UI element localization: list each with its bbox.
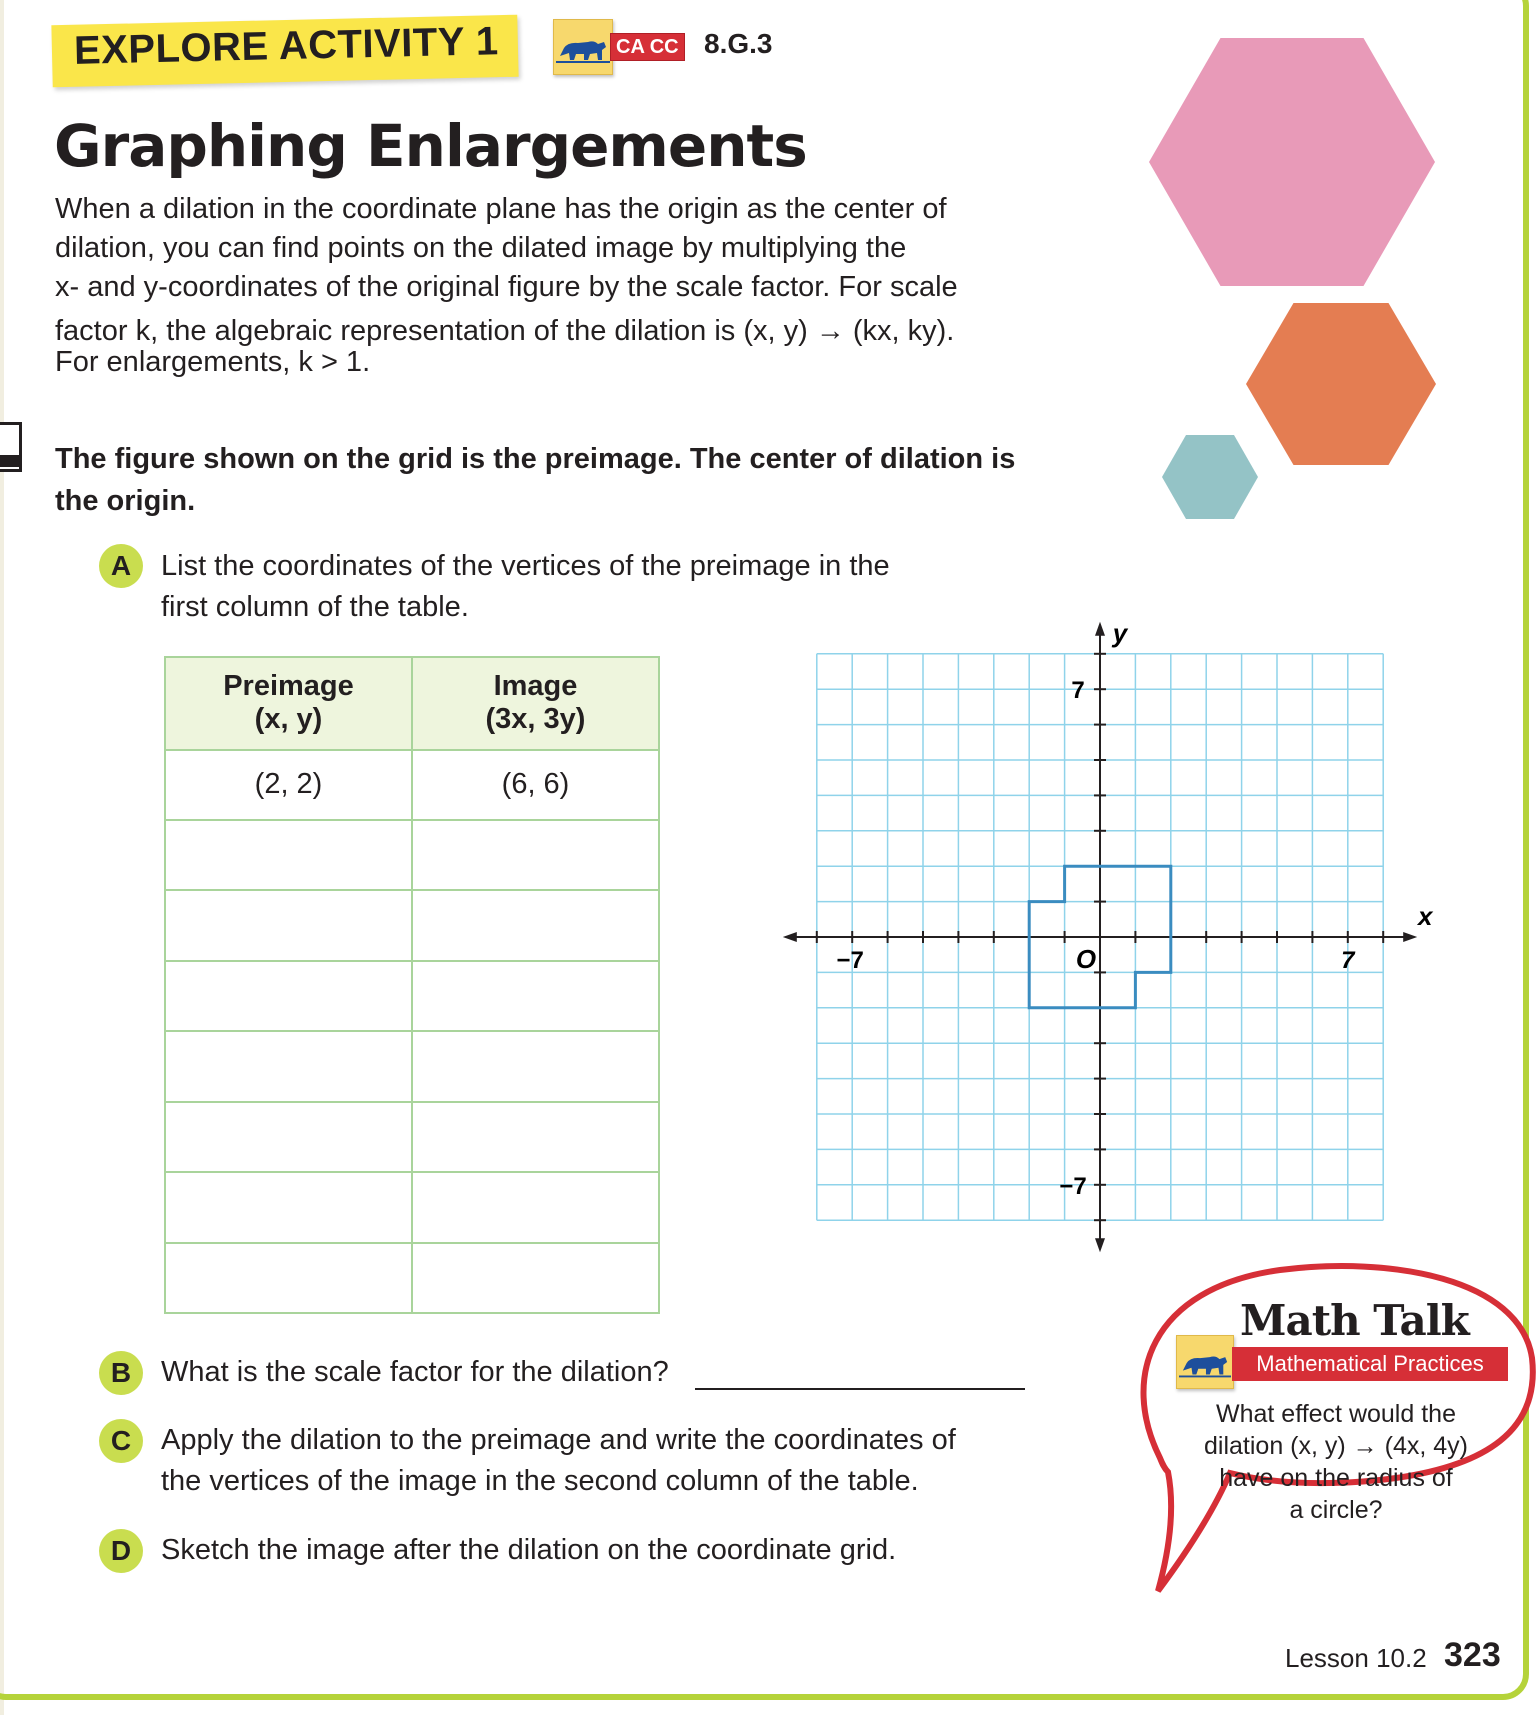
y-tick-label: 7 bbox=[1071, 677, 1085, 705]
y-axis-arrow-icon bbox=[1095, 622, 1105, 636]
header-text: (x, y) bbox=[254, 703, 323, 736]
step-c-line: Apply the dilation to the preimage and write the coordinates of bbox=[161, 1424, 956, 1456]
step-c-marker: C bbox=[99, 1419, 143, 1463]
y-tick-label: −7 bbox=[1059, 1172, 1087, 1200]
question-line: have on the radius of bbox=[1219, 1464, 1453, 1492]
lesson-label: Lesson 10.2 bbox=[1285, 1643, 1427, 1673]
question-line: dilation (x, y) → (4x, 4y) bbox=[1204, 1432, 1468, 1460]
step-a-line: List the coordinates of the vertices of the preimage in the bbox=[161, 550, 890, 582]
step-d-text: Sketch the image after the dilation on the coordinate grid. bbox=[161, 1534, 897, 1566]
image-cell[interactable]: (6, 6) bbox=[412, 750, 659, 820]
activity-prompt: The figure shown on the grid is the preimage. The center of dilation is the origin. bbox=[55, 443, 1016, 517]
bear-icon bbox=[1176, 1335, 1234, 1389]
scale-factor-answer-line[interactable] bbox=[695, 1388, 1025, 1390]
intro-line: factor k, the algebraic representation of the dilation is (x, y) → (kx, ky). bbox=[55, 315, 955, 347]
step-b-text: What is the scale factor for the dilation? bbox=[161, 1356, 669, 1388]
x-tick-label: −7 bbox=[836, 947, 864, 974]
header-text: Image bbox=[493, 670, 578, 703]
y-axis-label: y bbox=[1112, 617, 1128, 648]
question-line: a circle? bbox=[1289, 1496, 1383, 1524]
x-axis-arrow-icon bbox=[783, 932, 797, 942]
math-talk-title: Math Talk bbox=[1240, 1296, 1469, 1345]
intro-line: For enlargements, k > 1. bbox=[55, 346, 371, 378]
standard-badge: CA CC bbox=[610, 33, 685, 61]
header-text: Preimage bbox=[223, 670, 354, 703]
step-a-line: first column of the table. bbox=[161, 591, 469, 623]
x-axis-label: x bbox=[1417, 901, 1433, 931]
step-c-line: the vertices of the image in the second column of the table. bbox=[161, 1465, 919, 1497]
step-a-marker: A bbox=[99, 544, 143, 588]
x-axis-arrow-icon bbox=[1403, 932, 1417, 942]
intro-line: dilation, you can find points on the dilated image by multiplying the bbox=[55, 232, 907, 264]
y-axis-arrow-icon bbox=[1095, 1238, 1105, 1252]
x-tick-label: 7 bbox=[1341, 947, 1355, 974]
intro-line: x- and y-coordinates of the original figure by the scale factor. For scale bbox=[55, 271, 958, 303]
math-talk-subtitle: Mathematical Practices bbox=[1232, 1347, 1508, 1381]
page-title: Graphing Enlargements bbox=[54, 112, 807, 180]
step-d-marker: D bbox=[99, 1529, 143, 1573]
step-b-marker: B bbox=[99, 1351, 143, 1395]
intro-line: When a dilation in the coordinate plane has the origin as the center of bbox=[55, 193, 947, 225]
header-text: (3x, 3y) bbox=[485, 703, 586, 736]
question-line: What effect would the bbox=[1216, 1400, 1456, 1428]
math-talk-question bbox=[1186, 1398, 1486, 1526]
preimage-cell[interactable]: (2, 2) bbox=[165, 750, 412, 820]
origin-label: O bbox=[1075, 944, 1097, 974]
explore-activity-label: EXPLORE ACTIVITY 1 bbox=[73, 19, 500, 73]
axes bbox=[783, 622, 1417, 1252]
page-number: 323 bbox=[1444, 1636, 1501, 1674]
standard-code: 8.G.3 bbox=[704, 28, 773, 59]
step-c-text bbox=[161, 1420, 1061, 1502]
